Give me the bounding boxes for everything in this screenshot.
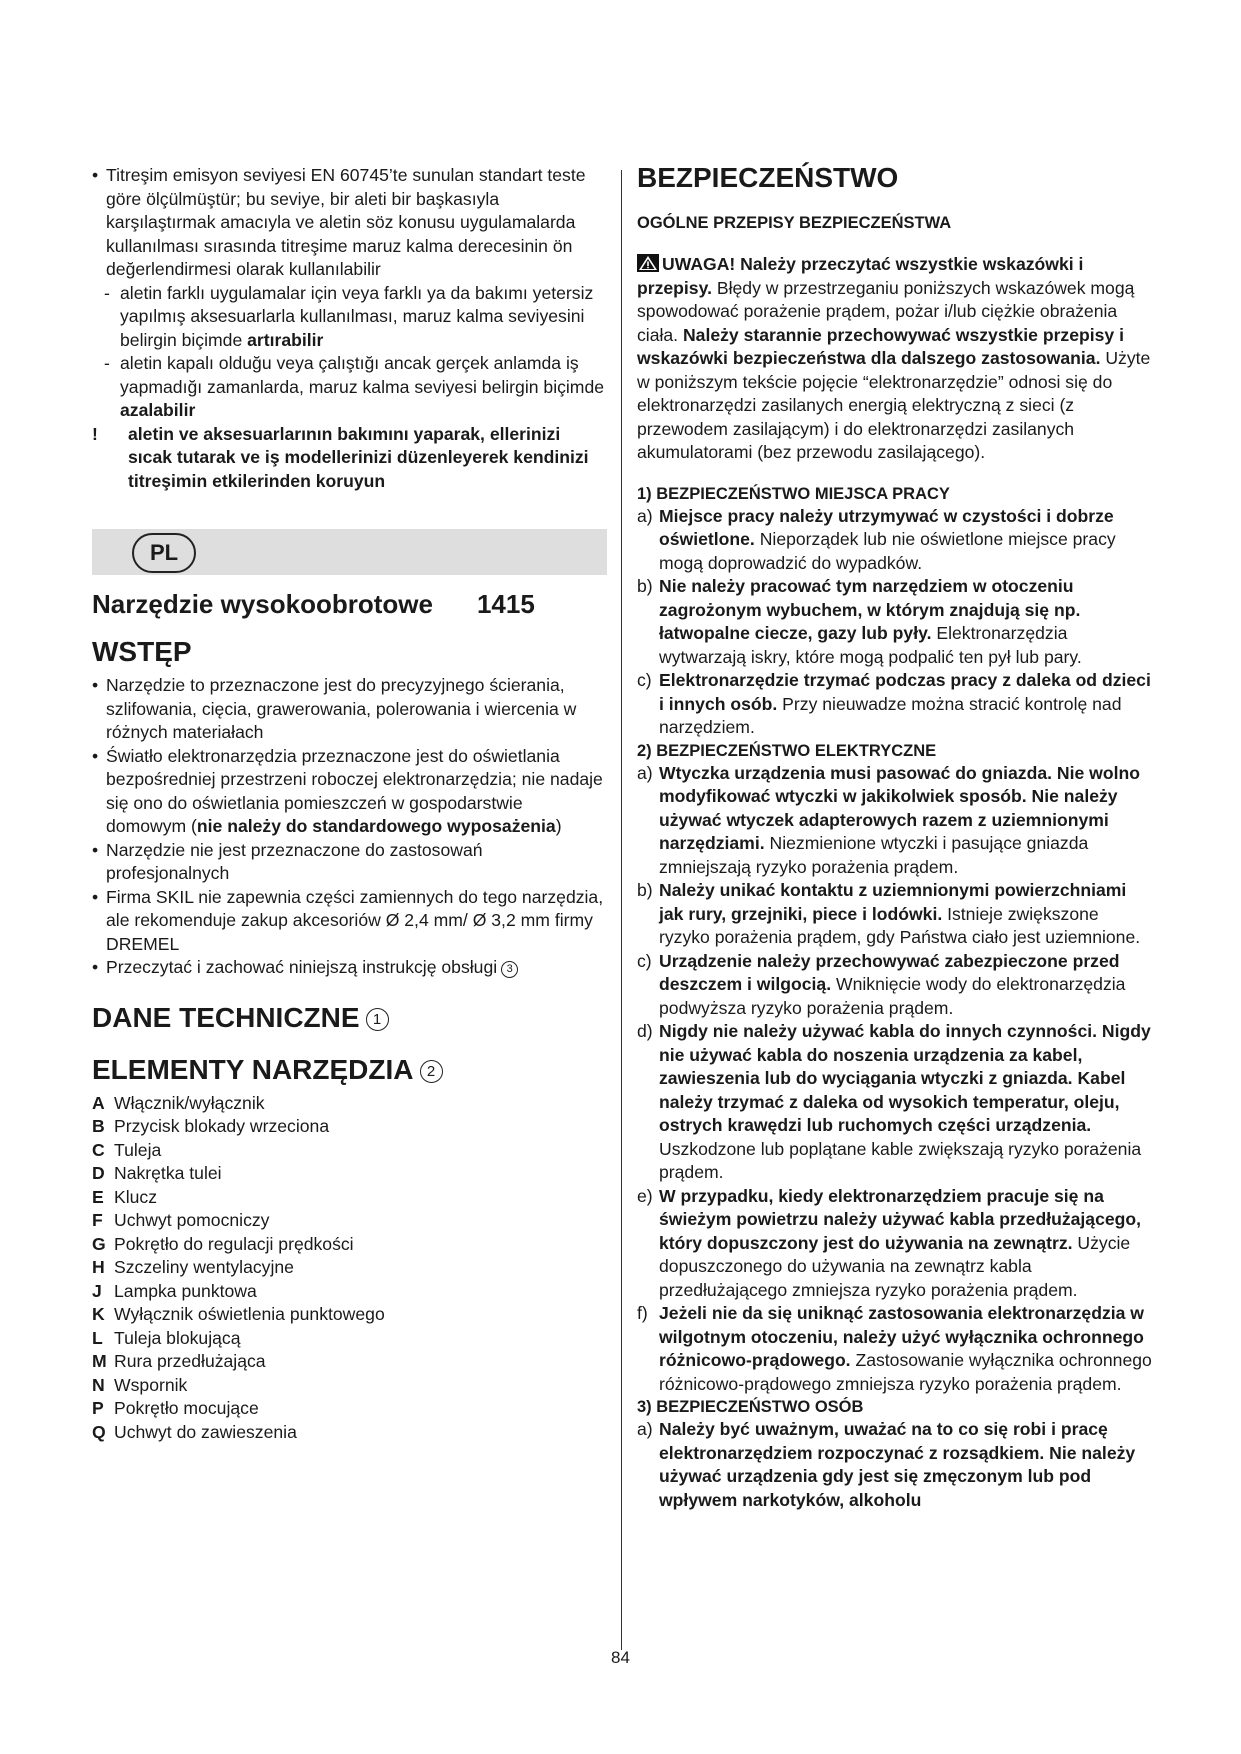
product-model: 1415: [476, 589, 535, 619]
safety-item: f) Jeżeli nie da się uniknąć zastosowania elektronarzędzia w wilgotnym otoczeniu, należy użyć wyłącznika ochronnego różnicowo-prądowego. Zastosowanie wyłącznika ochronnego różnicowo-prądowego zmniejsza ryzyko porażenia prądem.: [637, 1303, 1152, 1394]
elements-heading: ELEMENTY NARZĘDZIA 2: [92, 1054, 607, 1086]
part-item: L Tuleja blokującą: [92, 1327, 241, 1348]
intro-item: • Firma SKIL nie zapewnia części zamiennych do tego narzędzia, ale rekomenduje zakup akcesoriów Ø 2,4 mm/ Ø 3,2 mm firmy DREMEL: [92, 886, 604, 954]
figure-ref-3: 3: [501, 961, 518, 978]
general-safety-subheading: OGÓLNE PRZEPISY BEZPIECZEŃSTWA: [637, 214, 952, 232]
safety-section-workplace: 1) BEZPIECZEŃSTWO MIEJSCA PRACY a) Miejsce pracy należy utrzymywać w czystości i dobrze oświetlone. Nieporządek lub nie oświetlone miejsce pracy mogą doprowadzić do wypadków. b) Nie należy pracować tym narzędziem w otoczeniu zagrożonym wybuchem, w którym znajdują się np. łatwopalne ciecze, gazy lub pyły. Elektronarzędzia wytwarzają iskry, które mogą podpalić ten pył lub pary. c) Elektronarzędzie trzymać podczas pracy z daleka od dzieci i innych osób. Przy nieuwadze można stracić kontrolę nad narzędziem.: [637, 483, 1152, 740]
tech-data-heading: DANE TECHNICZNE 1: [92, 1002, 607, 1034]
part-item: H Szczeliny wentylacyjne: [92, 1257, 294, 1277]
part-item: Q Uchwyt do zawieszenia: [92, 1421, 297, 1442]
general-warning: UWAGA! Należy przeczytać wszystkie wskazówki i przepisy. Błędy w przestrzeganiu poniższych wskazówek mogą spowodować porażenie prądem, pożar i/lub ciężkie obrażenia ciała. Należy starannie przechowywać wszystkie przepisy i wskazówki bezpieczeństwa dla dalszego zastosowania. Użyte w poniższym tekście pojęcie “elektronarzędzie” odnosi się do elektronarzędzi zasilanych energią elektryczną z sieci (z przewodem zasilającym) i do elektronarzędzi zasilanych akumulatorami (bez przewodu zasilającego).: [637, 254, 1151, 462]
intro-item: • Światło elektronarzędzia przeznaczone jest do oświetlania bezpośredniej przestrzeni roboczej elektronarzędzia; nie nadaje się ono do oświetlania pomieszczeń w gospodarstwie domowym (nie należy do standardowego wyposażenia): [92, 745, 603, 836]
part-item: E Klucz: [92, 1186, 158, 1207]
safety-item: c) Urządzenie należy przechowywać zabezpieczone przed deszczem i wilgocią. Wniknięcie wody do elektronarzędzia podwyższa ryzyko porażenia prądem.: [637, 950, 1126, 1018]
figure-ref-1: 1: [366, 1008, 389, 1031]
column-divider: [621, 170, 622, 1650]
parts-list: [92, 1092, 607, 1445]
language-badge: PL: [132, 533, 196, 573]
safety-heading: BEZPIECZEŃSTWO: [637, 162, 899, 193]
part-item: A Włącznik/wyłącznik: [92, 1092, 265, 1113]
safety-item: a) Należy być uważnym, uważać na to co się robi i pracę elektronarzędziem rozpoczynać z rozsądkiem. Nie należy używać urządzenia gdy jest się zmęczonym lub pod wpływem narkotyków, alkoholu: [637, 1419, 1136, 1510]
left-column: [92, 164, 607, 1444]
safety-item: e) W przypadku, kiedy elektronarzędziem pracuje się na świeżym powietrzu należy używać kabla przedłużającego, który dopuszczony jest do używania na zewnątrz. Użycie dopuszczonego do używania na zewnątrz kabla przedłużającego zmniejsza ryzyko porażenia prądem.: [637, 1185, 1142, 1300]
part-item: K Wyłącznik oświetlenia punktowego: [92, 1304, 385, 1324]
intro-item: • Narzędzie to przeznaczone jest do precyzyjnego ścierania, szlifowania, cięcia, grawerowania, polerowania i wiercenia w różnych materiałach: [92, 675, 577, 742]
part-item: F Uchwyt pomocniczy: [92, 1210, 270, 1230]
part-item: D Nakrętka tulei: [92, 1163, 222, 1183]
safety-item: b) Nie należy pracować tym narzędziem w otoczeniu zagrożonym wybuchem, w którym znajdują się np. łatwopalne ciecze, gazy lub pyły. Elektronarzędzia wytwarzają iskry, które mogą podpalić ten pył lub pary.: [637, 576, 1082, 667]
intro-item: • Przeczytać i zachować niniejszą instrukcję obsługi 3: [92, 956, 607, 980]
part-item: N Wspornik: [92, 1374, 188, 1395]
tr-sub-item: - aletin farklı uygulamalar için veya farklı ya da bakımı yetersiz yapılmış aksesuarlarla kullanılması, maruz kalma seviyesini belirgin biçimde artırabilir: [104, 282, 594, 350]
intro-item: • Narzędzie nie jest przeznaczone do zastosowań profesjonalnych: [92, 839, 483, 883]
tr-sub-item: - aletin kapalı olduğu veya çalıştığı ancak gerçek anlamda iş yapmadığı zamanlarda, maruz kalma seviyesi belirgin biçimde azalabilir: [104, 353, 605, 420]
warning-icon: [637, 254, 659, 272]
part-item: J Lampka punktowa: [92, 1280, 257, 1301]
part-item: G Pokrętło do regulacji prędkości: [92, 1233, 354, 1254]
figure-ref-2: 2: [420, 1060, 443, 1083]
language-bar: [92, 529, 607, 575]
intro-heading: WSTĘP: [92, 636, 192, 667]
page-number: 84: [611, 1648, 630, 1667]
safety-item: d) Nigdy nie należy używać kabla do innych czynności. Nigdy nie używać kabla do noszenia urządzenia za kabel, zawieszenia lub do wyciągania wtyczki z gniazda. Kabel należy trzymać z daleka od wysokich temperatur, oleju, ostrych krawędzi lub ruchomych części urządzenia. Uszkodzone lub poplątane kable zwiększają ryzyko porażenia prądem.: [637, 1021, 1151, 1182]
safety-section-personal: 3) BEZPIECZEŃSTWO OSÓB a) Należy być uważnym, uważać na to co się robi i pracę elektronarzędziem rozpoczynać z rozsądkiem. Nie należy używać urządzenia gdy jest się zmęczonym lub pod wpływem narkotyków, alkoholu: [637, 1396, 1152, 1512]
safety-item: b) Należy unikać kontaktu z uziemnionymi powierzchniami jak rury, grzejniki, piece i lodówki. Istnieje zwiększone ryzyko porażenia prądem, gdy Państwa ciało jest uziemnione.: [637, 880, 1141, 947]
tr-vibration-bullet: • Titreşim emisyon seviyesi EN 60745’te sunulan standart teste göre ölçülmüştür; bu seviye, bir aleti bir başkasıyla karşılaştırmak amacıyla ve aletin söz konusu uygulamalarda kullanılması sırasında titreşime maruz kalma derecesinin ön değerlendirmesi olarak kullanılabilir: [92, 165, 586, 279]
right-column: [637, 162, 1152, 1512]
tr-warning: ! aletin ve aksesuarlarının bakımını yaparak, ellerinizi sıcak tutarak ve iş modellerinizi düzenleyerek kendinizi titreşimin etkilerinden koruyun: [92, 423, 589, 491]
part-item: B Przycisk blokady wrzeciona: [92, 1116, 330, 1136]
safety-item: c) Elektronarzędzie trzymać podczas pracy z daleka od dzieci i innych osób. Przy nieuwadze można stracić kontrolę nad narzędziem.: [637, 670, 1151, 737]
part-item: P Pokrętło mocujące: [92, 1398, 259, 1418]
safety-item: a) Wtyczka urządzenia musi pasować do gniazda. Nie wolno modyfikować wtyczki w jakikolwiek sposób. Nie należy używać wtyczek adapterowych razem z uziemnionymi narzędziami. Niezmienione wtyczki i pasujące gniazda zmniejszają ryzyko porażenia prądem.: [637, 762, 1140, 877]
part-item: C Tuleja: [92, 1139, 162, 1160]
safety-section-electrical: 2) BEZPIECZEŃSTWO ELEKTRYCZNE a) Wtyczka urządzenia musi pasować do gniazda. Nie wolno modyfikować wtyczki w jakikolwiek sposób. Nie należy używać wtyczek adapterowych razem z uziemnionymi narzędziami. Niezmienione wtyczki i pasujące gniazda zmniejszają ryzyko porażenia prądem. b) Należy unikać kontaktu z uziemnionymi powierzchniami jak rury, grzejniki, piece i lodówki. Istnieje zwiększone ryzyko porażenia prądem, gdy Państwa ciało jest uziemnione. c) Urządzenie należy przechowywać zabezpieczone przed deszczem i wilgocią. Wniknięcie wody do elektronarzędzia podwyższa ryzyko porażenia prądem. d) Nigdy nie należy używać kabla do innych czynności. Nigdy nie używać kabla do noszenia urządzenia za kabel, zawieszenia lub do wyciągania wtyczki z gniazda. Kabel należy trzymać z daleka od wysokich temperatur, oleju, ostrych krawędzi lub ruchomych części urządzenia. Uszkodzone lub poplątane kable zwiększają ryzyko porażenia prądem. e) W przypadku, kiedy elektronarzędziem pracuje się na świeżym powietrzu należy używać kabla przedłużającego, który dopuszczony jest do używania na zewnątrz. Użycie dopuszczonego do używania na zewnątrz kabla przedłużającego zmniejsza ryzyko porażenia prądem. f) Jeżeli nie da się uniknąć zastosowania elektronarzędzia w wilgotnym otoczeniu, należy użyć wyłącznika ochronnego różnicowo-prądowego. Zastosowanie wyłącznika ochronnego różnicowo-prądowego zmniejsza ryzyko porażenia prądem.: [637, 740, 1152, 1397]
safety-item: a) Miejsce pracy należy utrzymywać w czystości i dobrze oświetlone. Nieporządek lub nie oświetlone miejsce pracy mogą doprowadzić do wypadków.: [637, 505, 1116, 573]
product-title: Narzędzie wysokoobrotowe 1415: [92, 589, 535, 619]
part-item: M Rura przedłużająca: [92, 1351, 266, 1371]
